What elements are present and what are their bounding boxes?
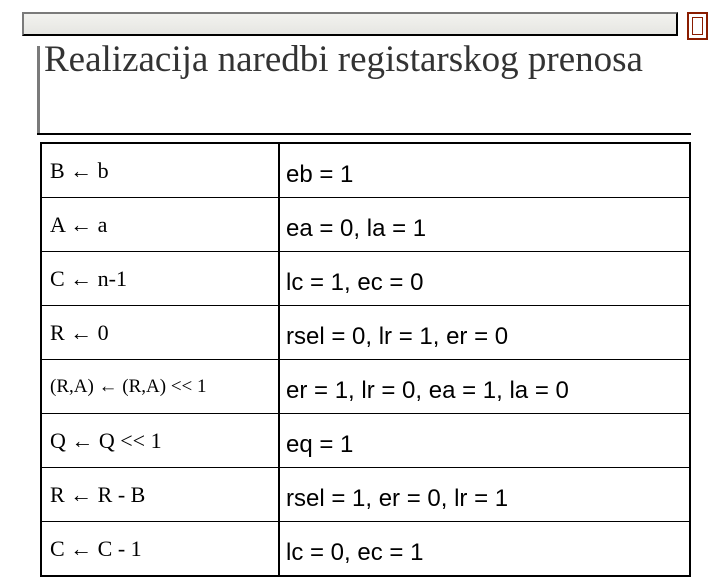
operation-cell: C ← n-1 <box>41 252 279 306</box>
operation-cell: A ← a <box>41 198 279 252</box>
table-row <box>41 143 690 198</box>
table-row <box>41 198 690 252</box>
table-row <box>41 252 690 306</box>
operation-cell: B ← b <box>41 143 279 198</box>
corner-square-icon <box>687 12 708 40</box>
operation-cell: R ← R - B <box>41 468 279 522</box>
operation-cell: Q ← Q << 1 <box>41 414 279 468</box>
table-row <box>41 360 690 414</box>
table-row <box>41 414 690 468</box>
control-cell: ea = 0, la = 1 <box>279 198 690 252</box>
table-row <box>41 306 690 360</box>
register-transfer-table <box>40 142 691 577</box>
control-cell: er = 1, lr = 0, ea = 1, la = 0 <box>279 360 690 414</box>
operation-cell: R ← 0 <box>41 306 279 360</box>
operation-cell: C ← C - 1 <box>41 522 279 577</box>
control-cell: rsel = 0, lr = 1, er = 0 <box>279 306 690 360</box>
title-side-rule <box>37 46 40 134</box>
table-row <box>41 522 690 577</box>
table-row <box>41 468 690 522</box>
control-cell: eq = 1 <box>279 414 690 468</box>
control-cell: rsel = 1, er = 0, lr = 1 <box>279 468 690 522</box>
title-underline <box>37 133 691 135</box>
slide-title: Realizacija naredbi registarskog prenosa <box>44 39 643 80</box>
control-cell: eb = 1 <box>279 143 690 198</box>
operation-cell: (R,A) ← (R,A) << 1 <box>41 360 279 414</box>
control-cell: lc = 1, ec = 0 <box>279 252 690 306</box>
top-decorative-bar <box>22 12 678 36</box>
control-cell: lc = 0, ec = 1 <box>279 522 690 577</box>
